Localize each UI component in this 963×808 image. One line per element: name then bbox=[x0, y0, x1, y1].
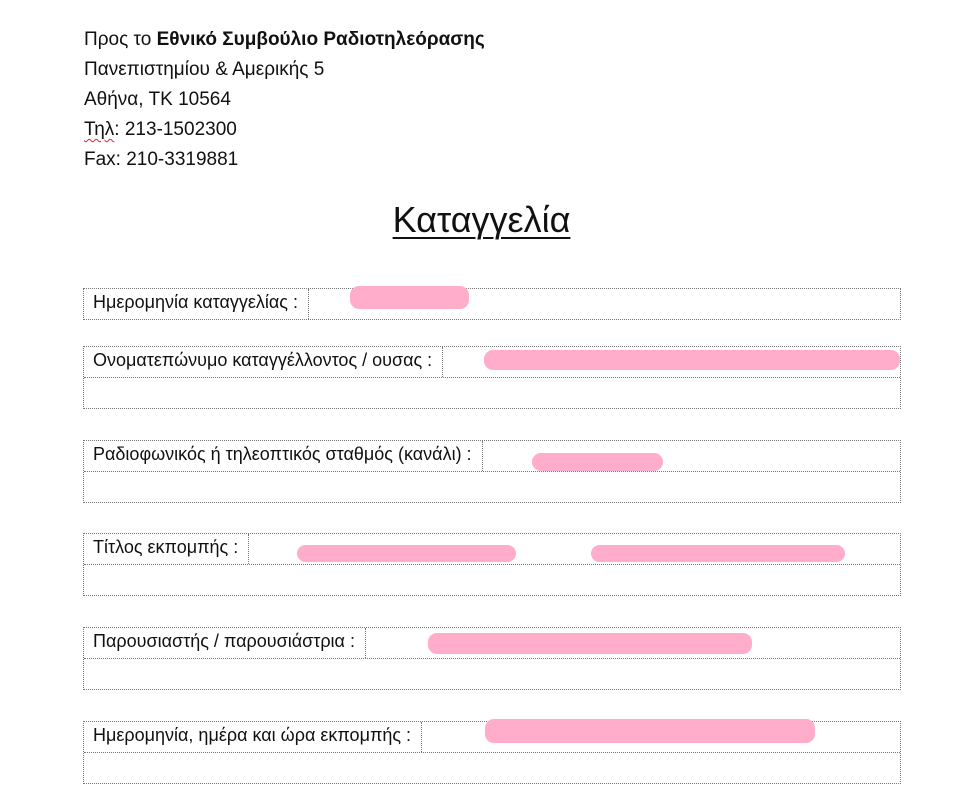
presenter-redaction bbox=[428, 633, 752, 654]
broadcast-datetime-row bbox=[84, 722, 900, 752]
complainant-name-row bbox=[84, 347, 900, 377]
presenter-row bbox=[84, 628, 900, 658]
broadcast-datetime-label: Ημερομηνία, ημέρα και ώρα εκπομπής : bbox=[84, 722, 422, 752]
complainant-name-label bbox=[84, 347, 443, 377]
presenter-extra-row bbox=[84, 658, 900, 689]
presenter-box bbox=[83, 627, 901, 690]
complaint-date-redaction bbox=[350, 286, 469, 309]
phone-label: Τηλ bbox=[84, 119, 115, 140]
document-title-text: Καταγγελία bbox=[392, 199, 571, 240]
complaint-date-label: Ημερομηνία καταγγελίας : bbox=[84, 289, 309, 319]
recipient-prefix: Προς το bbox=[84, 29, 157, 50]
complaint-date-box bbox=[83, 288, 901, 320]
address-street: Πανεπιστημίου & Αμερικής 5 bbox=[84, 59, 325, 80]
broadcast-datetime-box bbox=[83, 721, 901, 784]
broadcast-datetime-redaction bbox=[485, 719, 815, 743]
presenter-label: Παρουσιαστής / παρουσιάστρια : bbox=[84, 628, 366, 658]
complainant-name-box bbox=[83, 346, 901, 409]
complainant-name-extra-row bbox=[84, 377, 900, 408]
recipient-line bbox=[84, 29, 485, 51]
address-city: Αθήνα, ΤΚ 10564 bbox=[84, 89, 231, 110]
complainant-name-redaction bbox=[484, 350, 900, 370]
complainant-name-label-text: Ονοματεπώνυμο καταγγέλλοντος / ουσας : bbox=[93, 350, 433, 370]
station-extra-row bbox=[84, 471, 900, 502]
show-title-row bbox=[84, 534, 900, 564]
show-title-extra-row bbox=[84, 564, 900, 595]
station-redaction bbox=[532, 453, 663, 471]
complaint-date-row bbox=[84, 289, 900, 319]
recipient-name: Εθνικό Συμβούλιο Ραδιοτηλεόρασης bbox=[156, 29, 485, 50]
show-title-label: Τίτλος εκπομπής : bbox=[84, 534, 249, 564]
show-title-redaction-1 bbox=[297, 545, 516, 562]
broadcast-datetime-extra-row bbox=[84, 752, 900, 783]
station-box bbox=[83, 440, 901, 503]
phone-line bbox=[84, 119, 237, 141]
station-label: Ραδιοφωνικός ή τηλεοπτικός σταθμός (κανάλι) : bbox=[84, 441, 483, 471]
fax-line: Fax: 210-3319881 bbox=[84, 149, 239, 170]
show-title-redaction-2 bbox=[591, 545, 845, 562]
phone-value: : 213-1502300 bbox=[114, 119, 237, 140]
show-title-box bbox=[83, 533, 901, 596]
station-row bbox=[84, 441, 900, 471]
document-title bbox=[0, 199, 963, 241]
